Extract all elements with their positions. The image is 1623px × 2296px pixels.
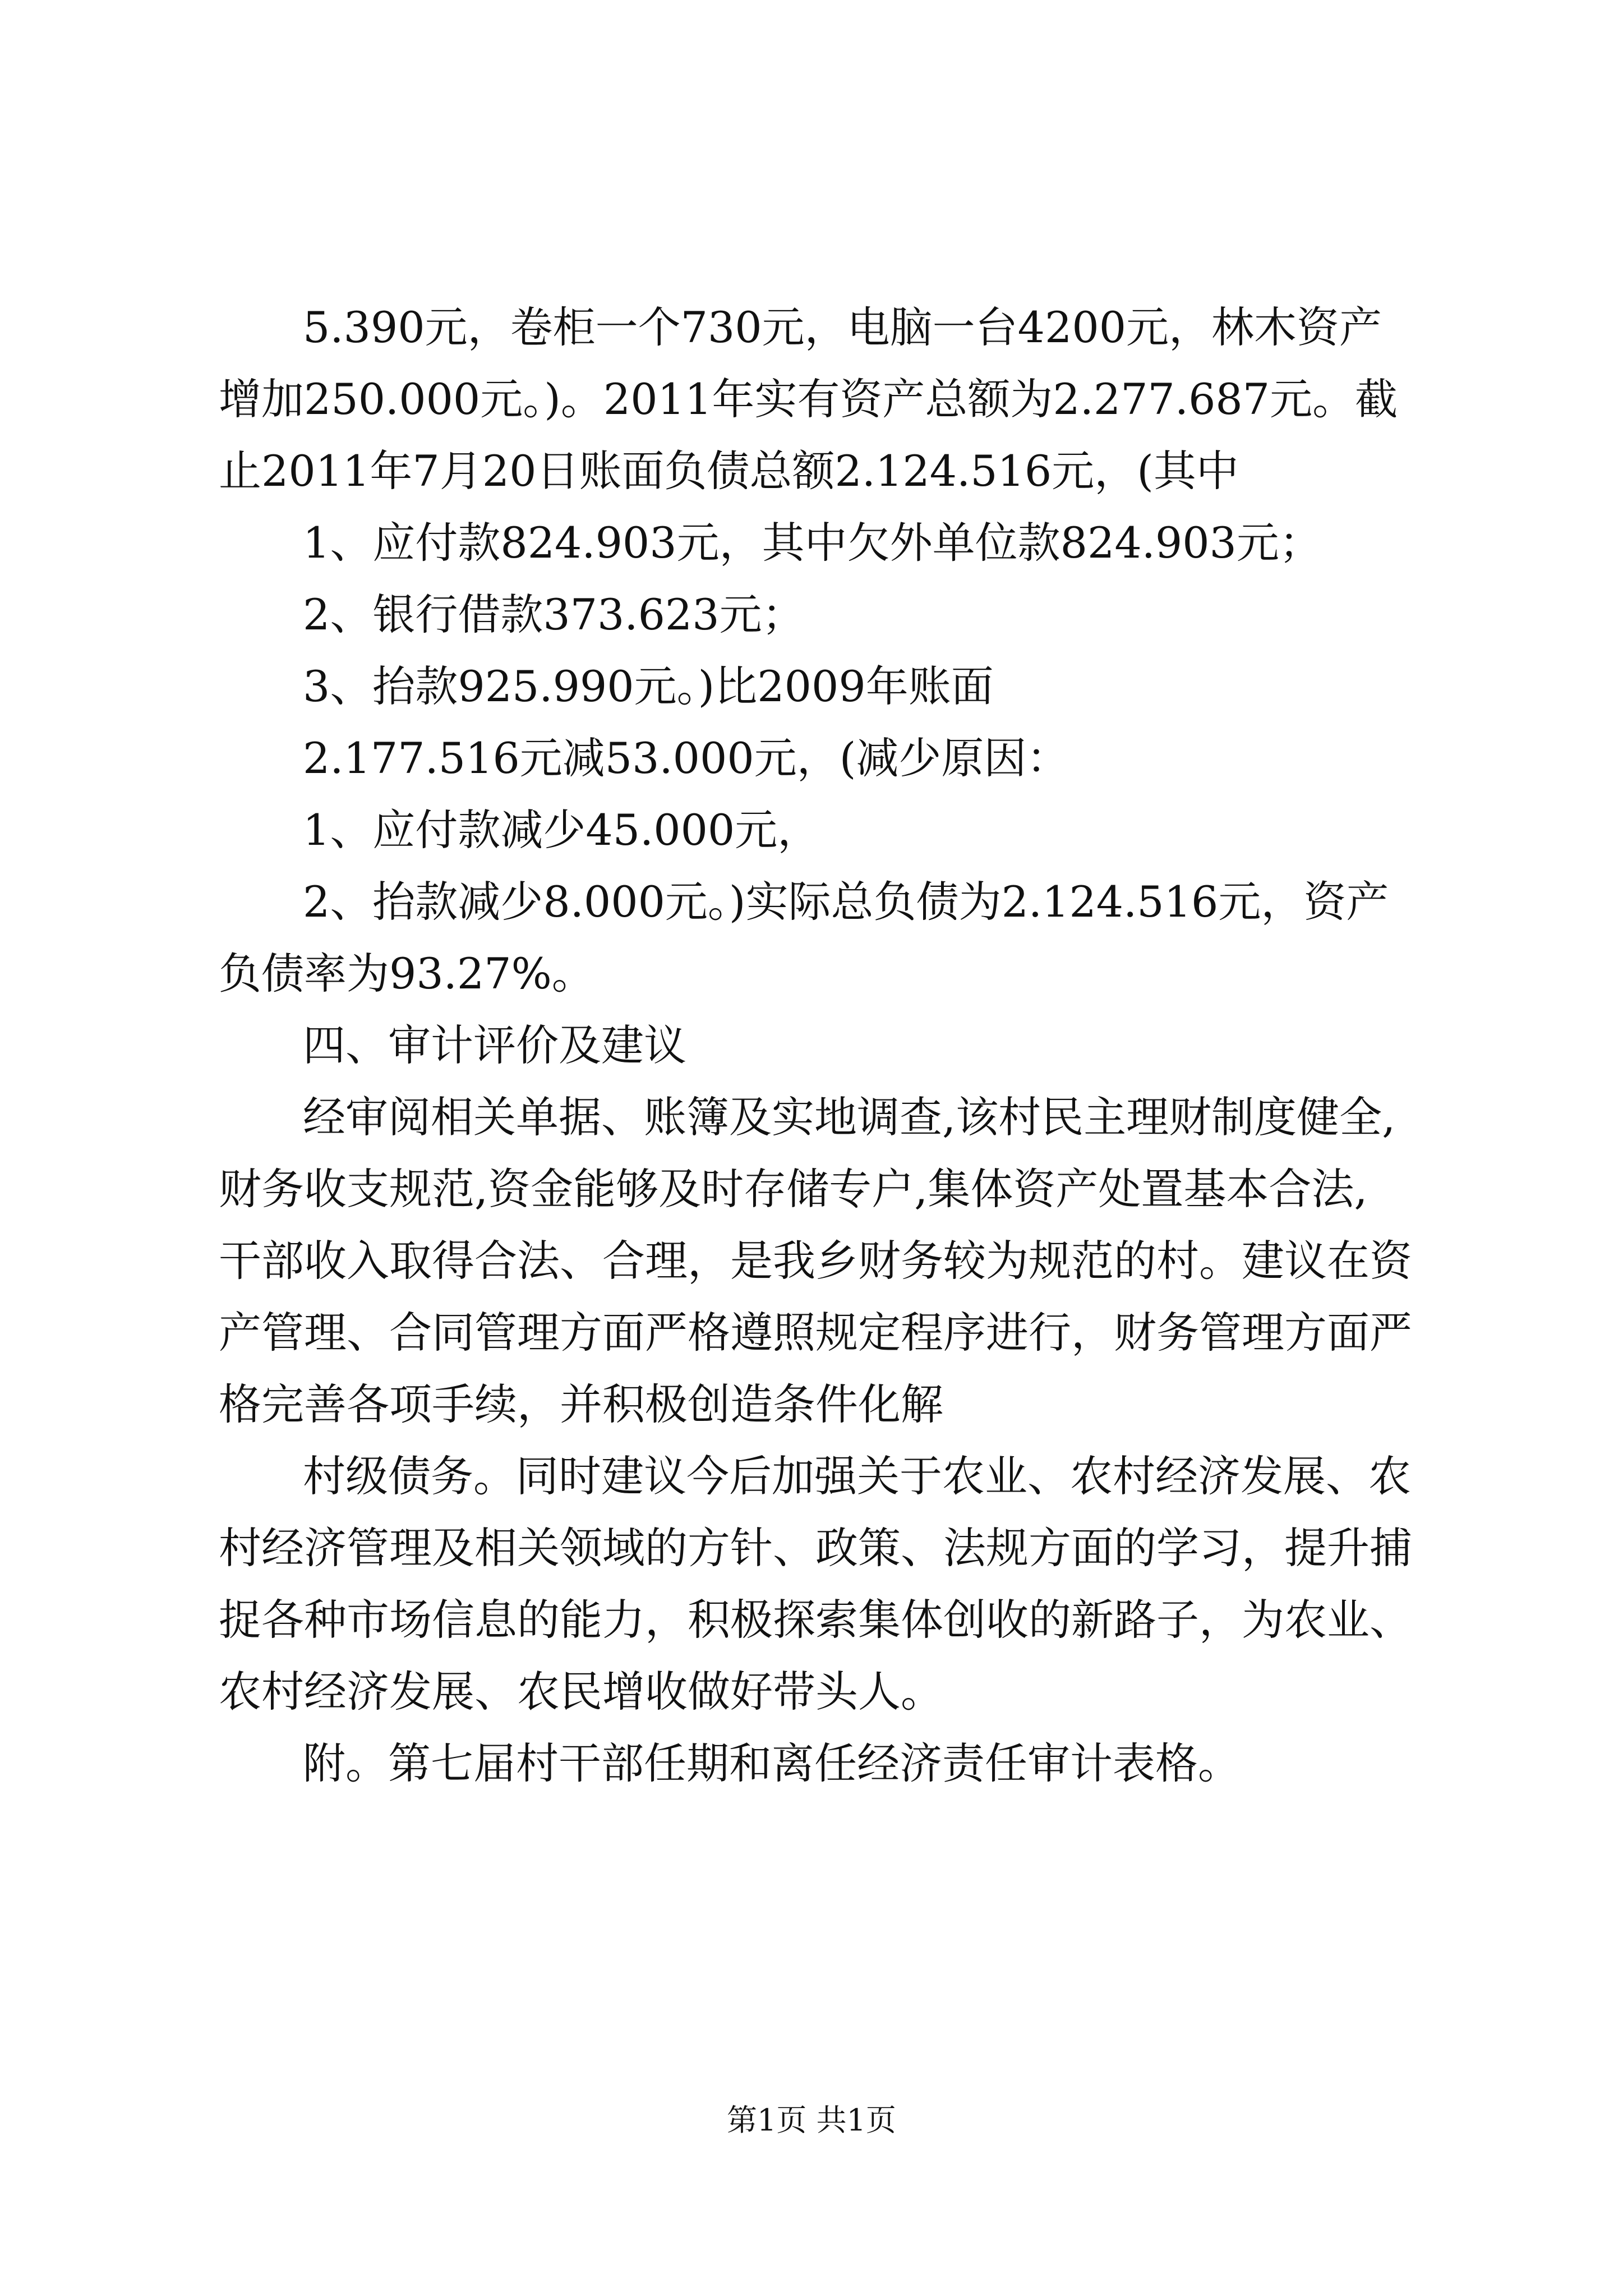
text-line: 增加250.000元。)。2011年实有资产总额为2.277.687元。截: [219, 374, 1398, 424]
page-footer: 第1页 共1页: [727, 2102, 896, 2138]
text-line: 1、应付款824.903元，其中欠外单位款824.903元；: [303, 518, 1322, 568]
text-line: 3、抬款925.990元。)比2009年账面: [303, 661, 994, 711]
text-line: 村级债务。同时建议今后加强关于农业、农村经济发展、农: [303, 1451, 1411, 1501]
text-line: 附。第七届村干部任期和离任经济责任审计表格。: [303, 1738, 1241, 1788]
text-line: 1、应付款减少45.000元，: [303, 805, 820, 855]
text-line: 产管理、合同管理方面严格遵照规定程序进行，财务管理方面严: [219, 1308, 1412, 1358]
section-heading: 四、审计评价及建议: [303, 1020, 686, 1070]
text-line: 2.177.516元减53.000元，(减少原因：: [303, 733, 1069, 783]
text-line: 财务收支规范,资金能够及时存储专户,集体资产处置基本合法,: [219, 1164, 1368, 1214]
text-line: 捉各种市场信息的能力，积极探索集体创收的新路子，为农业、: [219, 1595, 1412, 1645]
text-line: 2、银行借款373.623元；: [303, 590, 805, 639]
text-line: 止2011年7月20日账面负债总额2.124.516元，(其中: [219, 446, 1239, 496]
text-line: 2、抬款减少8.000元。)实际总负债为2.124.516元，资产: [303, 877, 1389, 927]
text-line: 5.390元，卷柜一个730元，电脑一台4200元，林木资产: [303, 302, 1382, 352]
text-line: 干部收入取得合法、合理，是我乡财务较为规范的村。建议在资: [219, 1236, 1412, 1286]
document-body: [219, 292, 1430, 1800]
text-line: 农村经济发展、农民增收做好带头人。: [219, 1667, 943, 1717]
text-line: 负债率为93.27%。: [219, 949, 594, 999]
text-line: 经审阅相关单据、账簿及实地调查,该村民主理财制度健全,: [303, 1092, 1396, 1142]
text-line: 村经济管理及相关领域的方针、政策、法规方面的学习，提升捕: [219, 1523, 1412, 1573]
text-line: 格完善各项手续，并积极创造条件化解: [219, 1379, 943, 1429]
